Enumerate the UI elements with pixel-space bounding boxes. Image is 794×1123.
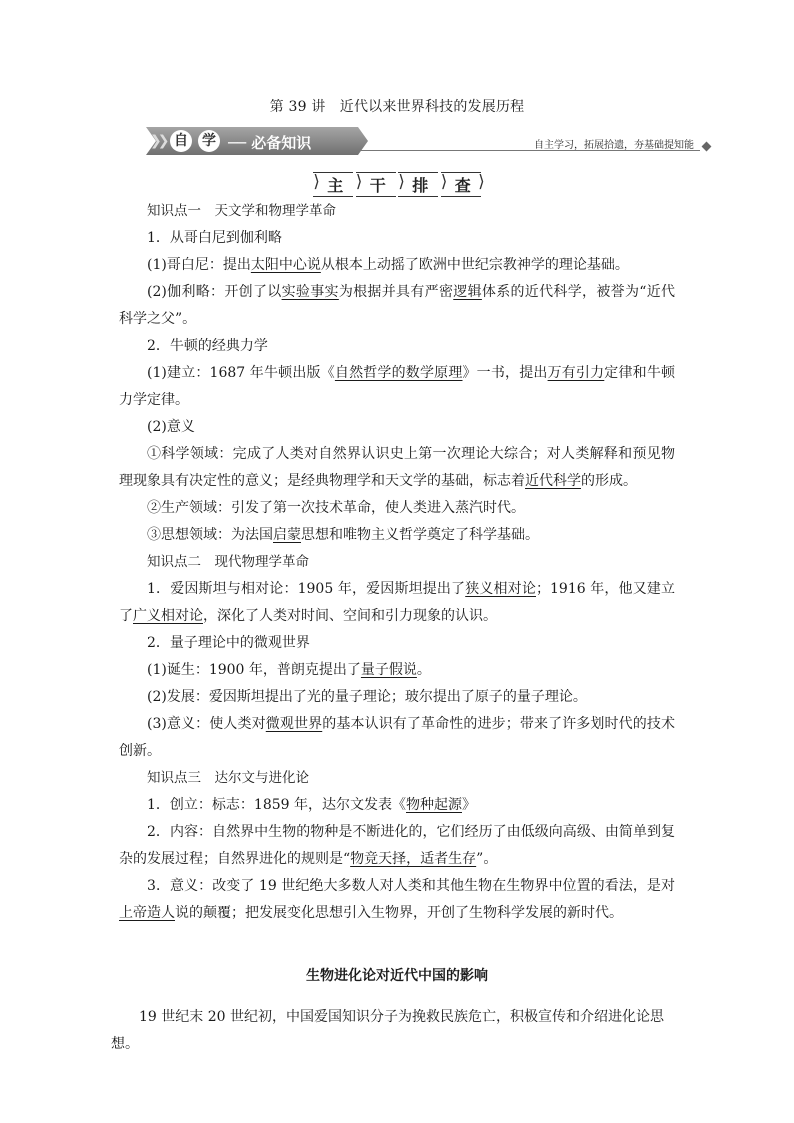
tag-label: 干 bbox=[369, 176, 386, 195]
key-term: 太阳中心说 bbox=[250, 257, 321, 273]
key-term: 万有引力 bbox=[547, 365, 605, 381]
paragraph: (2)伽利略：开创了以实验事实为根据并具有严密逻辑体系的近代科学，被誉为“近代科学之父”。 bbox=[119, 284, 676, 327]
spacer bbox=[119, 927, 675, 945]
paragraph: ①科学领域：完成了人类对自然界认识史上第一次理论大综合；对人类解释和预见物理现象具有决定性的意义；是经典物理学和天文学的基础，标志着近代科学的形成。 bbox=[119, 446, 675, 489]
paragraph: ③思想领域：为法国启蒙思想和唯物主义哲学奠定了科学基础。 bbox=[147, 527, 539, 543]
paragraph: 2．内容：自然界中生物的物种是不断进化的，它们经历了由低级向高级、由简单到复杂的发展过程；自然界进化的规则是“物竞天择，适者生存”。 bbox=[119, 824, 675, 867]
key-term: 狭义相对论 bbox=[465, 581, 536, 597]
key-term: 逻辑 bbox=[453, 284, 482, 300]
paragraph: 3．意义：改变了 19 世纪绝大多数人对人类和其他生物在生物界中位置的看法，是对上帝造人说的颠覆；把发展变化思想引入生物界，开创了生物科学发展的新时代。 bbox=[119, 878, 675, 921]
page-title: 第 39 讲 近代以来世界科技的发展历程 bbox=[269, 99, 525, 115]
key-term: 广义相对论 bbox=[133, 608, 203, 624]
key-term: 启蒙 bbox=[273, 527, 301, 543]
paragraph: 1．创立：标志：1859 年，达尔文发表《物种起源》 bbox=[147, 797, 476, 813]
key-term: 近代科学 bbox=[525, 473, 581, 489]
tag-box: ⟩ 查 ⟩ bbox=[440, 172, 485, 195]
section-banner bbox=[146, 127, 710, 157]
paragraph: (2)意义 bbox=[147, 419, 195, 435]
section-tags bbox=[0, 172, 794, 197]
paragraph: (1)哥白尼：提出太阳中心说从根本上动摇了欧洲中世纪宗教神学的理论基础。 bbox=[147, 257, 629, 273]
tag-box: ⟩ 干 bbox=[356, 172, 396, 197]
paragraph: (1)建立：1687 年牛顿出版《自然哲学的数学原理》一书，提出万有引力定律和牛顿力学定律。 bbox=[119, 365, 676, 408]
document-body bbox=[111, 198, 676, 1058]
paragraph: 19 世纪末 20 世纪初，中国爱国知识分子为挽救民族危亡，积极宣传和介绍进化论思想。 bbox=[111, 1009, 664, 1052]
paragraph: 1．爱因斯坦与相对论：1905 年，爱因斯坦提出了狭义相对论；1916 年，他又建立了广义相对论，深化了人类对时间、空间和引力现象的认识。 bbox=[119, 581, 675, 624]
key-term: 上帝造人 bbox=[119, 905, 175, 921]
tag-label: 排 bbox=[412, 176, 429, 195]
tag-box: ⟩ 排 bbox=[398, 172, 438, 197]
paragraph: ②生产领域：引发了第一次技术革命，使人类进入蒸汽时代。 bbox=[147, 500, 525, 516]
subsection-title: 2．量子理论中的微观世界 bbox=[147, 635, 310, 651]
key-term: 量子假说 bbox=[360, 662, 417, 678]
section-heading: 知识点一 天文学和物理学革命 bbox=[147, 203, 336, 219]
paragraph: (1)诞生：1900 年，普朗克提出了量子假说。 bbox=[147, 662, 431, 678]
chevron-decoration-icon: ❯❯ bbox=[150, 133, 166, 149]
key-term: 物种起源 bbox=[406, 797, 462, 813]
key-term: 物竞天择，适者生存 bbox=[350, 851, 477, 867]
key-term: 微观世界 bbox=[265, 716, 323, 732]
section-heading: 知识点三 达尔文与进化论 bbox=[147, 770, 309, 786]
banner-subtitle: ── 必备知识 bbox=[228, 134, 312, 152]
tag-label: 主 bbox=[327, 176, 344, 195]
banner-tagline: 自主学习，拓展拾遗，夯基础提知能 bbox=[534, 140, 694, 151]
paragraph: (3)意义：使人类对微观世界的基本认识有了革命性的进步；带来了许多划时代的技术创新。 bbox=[119, 716, 676, 759]
tag-label: 查 bbox=[454, 176, 471, 195]
key-term: 实验事实 bbox=[281, 284, 339, 300]
tag-box: ⟩ 主 bbox=[313, 172, 353, 197]
extra-title: 生物进化论对近代中国的影响 bbox=[306, 968, 488, 984]
paragraph: (2)发展：爱因斯坦提出了光的量子理论；玻尔提出了原子的量子理论。 bbox=[147, 689, 587, 705]
section-heading: 知识点二 现代物理学革命 bbox=[147, 554, 309, 570]
key-term: 自然哲学的数学原理 bbox=[334, 365, 463, 381]
diamond-icon bbox=[702, 142, 712, 152]
banner-circle-2: 学 bbox=[198, 130, 220, 152]
subsection-title: 1．从哥白尼到伽利略 bbox=[147, 230, 282, 246]
banner-circle-1: 自 bbox=[170, 130, 192, 152]
subsection-title: 2．牛顿的经典力学 bbox=[147, 338, 268, 354]
